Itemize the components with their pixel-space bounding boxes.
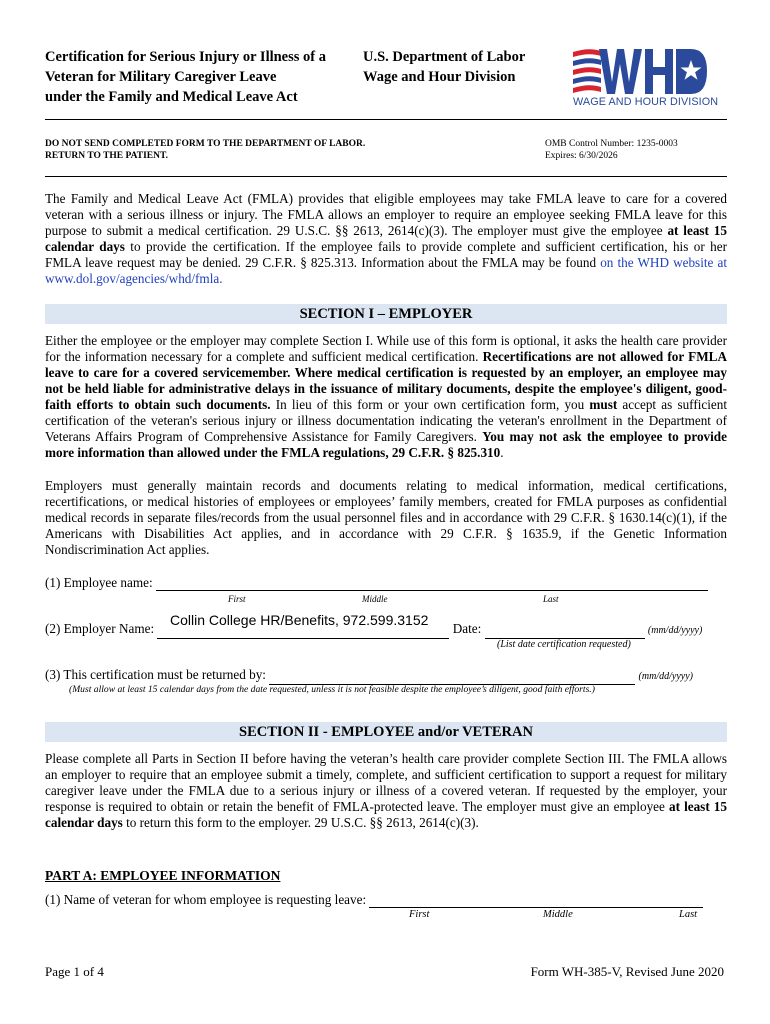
s2-text-b: to return this form to the employer. 29 U.S.C. §§ 2613, 2614(c)(3).	[122, 815, 479, 830]
header-divider	[45, 119, 727, 120]
logo-stripes	[573, 49, 601, 93]
return-by-label: (3) This certification must be returned by:	[45, 667, 266, 682]
page-number: Page 1 of 4	[45, 964, 104, 979]
employee-name-label: (1) Employee name:	[45, 575, 153, 590]
employer-name-field[interactable]	[157, 625, 449, 639]
agency-line-1: U.S. Department of Labor	[363, 49, 526, 65]
return-notice	[45, 138, 425, 162]
form-revision: Form WH-385-V, Revised June 2020	[530, 964, 724, 979]
employee-name-row	[45, 575, 708, 591]
whd-website-link[interactable]: on the WHD website at www.dol.gov/agencies/whd/fmla.	[45, 255, 727, 286]
employee-name-field[interactable]	[156, 577, 708, 591]
date-label: Date:	[452, 621, 482, 636]
section-1-paragraph-1	[45, 333, 727, 461]
employer-name-value[interactable]: Collin College HR/Benefits, 972.599.3152	[170, 612, 429, 628]
return-by-row	[45, 667, 693, 685]
veteran-name-label: (1) Name of veteran for whom employee is requesting leave:	[45, 892, 367, 907]
veteran-name-row	[45, 892, 703, 908]
logo-subtitle: WAGE AND HOUR DIVISION	[573, 96, 719, 108]
omb-info	[545, 138, 725, 162]
section-2-header: SECTION II - EMPLOYEE and/or VETERAN	[45, 722, 727, 742]
agency-name	[363, 47, 563, 87]
form-title	[45, 47, 355, 107]
intro-text-1: The Family and Medical Leave Act (FMLA) provides that eligible employees may take FMLA leave to care for a covered veteran with a serious illness or injury. The FMLA allows an employer to require an employee seeking FMLA leave for this purpose to submit a medical certification. 29 U.S.C. §§ 2613, 2614(c)(3). The employer must give the employee	[45, 191, 727, 238]
employer-name-label: (2) Employer Name:	[45, 621, 155, 636]
employee-last-caption: Last	[543, 594, 559, 604]
form-title-line-2: Veteran for Military Caregiver Leave	[45, 69, 277, 85]
s1-bold-b: Recertifications are not allowed for FMLA leave to care for a covered servicemember. Where medical certification is requested by an employer, an employee may not be held liable for administrative delays in the issuance of military documents, despite the employee's diligent, good-faith efforts to obtain such documents.	[45, 349, 727, 412]
return-by-field[interactable]	[269, 671, 635, 685]
s1-text-c: In lieu of this form or your own certification form, you	[270, 397, 590, 412]
date-field[interactable]	[485, 625, 645, 639]
agency-line-2: Wage and Hour Division	[363, 69, 516, 85]
return-by-format: (mm/dd/yyyy)	[638, 671, 693, 682]
return-by-caption: (Must allow at least 15 calendar days from the date requested, unless it is not feasible despite the employee’s diligent, good faith efforts.)	[69, 684, 595, 695]
s2-bold-deadline: at least 15 calendar days	[45, 799, 727, 830]
part-a-title: PART A: EMPLOYEE INFORMATION	[45, 868, 281, 883]
veteran-first-caption: First	[409, 909, 430, 920]
s2-text-a: Please complete all Parts in Section II before having the veteran’s health care provider complete Section III. The FMLA allows an employer to require that an employee submit a timely, complete, and sufficient certification to support a request for military caregiver leave under the FMLA due to a serious injury or illness of a covered veteran. If requested by the employer, your response is required to obtain or retain the benefit of FMLA-protected leave. The employer must give an employee	[45, 751, 727, 814]
intro-paragraph	[45, 191, 727, 287]
s1-bold-must: must	[589, 397, 618, 412]
s1-text-a: Either the employee or the employer may complete Section I. While use of this form is optional, it asks the health care provider for the information necessary for a complete and sufficient medical certification.	[45, 333, 727, 364]
intro-bold-deadline: at least 15 calendar days	[45, 223, 727, 254]
notice-line-1: DO NOT SEND COMPLETED FORM TO THE DEPARTMENT OF LABOR.	[45, 139, 366, 149]
section-1-header: SECTION I – EMPLOYER	[45, 304, 727, 324]
omb-expiration: Expires: 6/30/2026	[545, 151, 618, 161]
intro-text-2: to provide the certification. If the employee fails to provide complete and sufficient certification, his or her FMLA leave request may be denied. 29 C.F.R. § 825.313. Information about the FMLA may be found	[45, 239, 727, 270]
employee-first-caption: First	[228, 594, 246, 604]
section-1-paragraph-2: Employers must generally maintain records and documents relating to medical information, medical certifications, recertifications, or medical histories of employees or employees’ family members, created for FMLA purposes as confidential medical records in separate files/records from the usual personnel files and in accordance with 29 C.F.R. § 1630.14(c)(1), if the Americans with Disabilities Act applies, and in accordance with 29 C.F.R. § 1635.9, if the Genetic Information Nondiscrimination Act applies.	[45, 478, 727, 557]
date-format-hint: (mm/dd/yyyy)	[647, 625, 703, 636]
veteran-middle-caption: Middle	[543, 909, 573, 920]
veteran-last-caption: Last	[679, 909, 698, 920]
omb-control-number: OMB Control Number: 1235-0003	[545, 139, 678, 149]
s1-text-g: .	[500, 445, 504, 460]
form-title-line-3: under the Family and Medical Leave Act	[45, 89, 298, 105]
notice-line-2: RETURN TO THE PATIENT.	[45, 151, 169, 161]
section-2-paragraph	[45, 751, 727, 831]
s1-text-e: accept as sufficient certification of the veteran's serious injury or illness documentation indicating the veteran's enrollment in the Department of Veterans Affairs Program of Comprehensive Assistance for Family Caregivers.	[45, 397, 728, 444]
date-requested-caption: (List date certification requested)	[497, 639, 631, 650]
employer-name-row	[45, 621, 702, 639]
veteran-name-field[interactable]	[369, 894, 703, 908]
s1-bold-f: You may not ask the employee to provide more information than allowed under the FMLA regulations, 29 C.F.R. § 825.310	[45, 429, 727, 460]
form-title-line-1: Certification for Serious Injury or Illness of a	[45, 49, 326, 65]
employee-middle-caption: Middle	[362, 594, 388, 604]
notice-divider	[45, 176, 727, 177]
